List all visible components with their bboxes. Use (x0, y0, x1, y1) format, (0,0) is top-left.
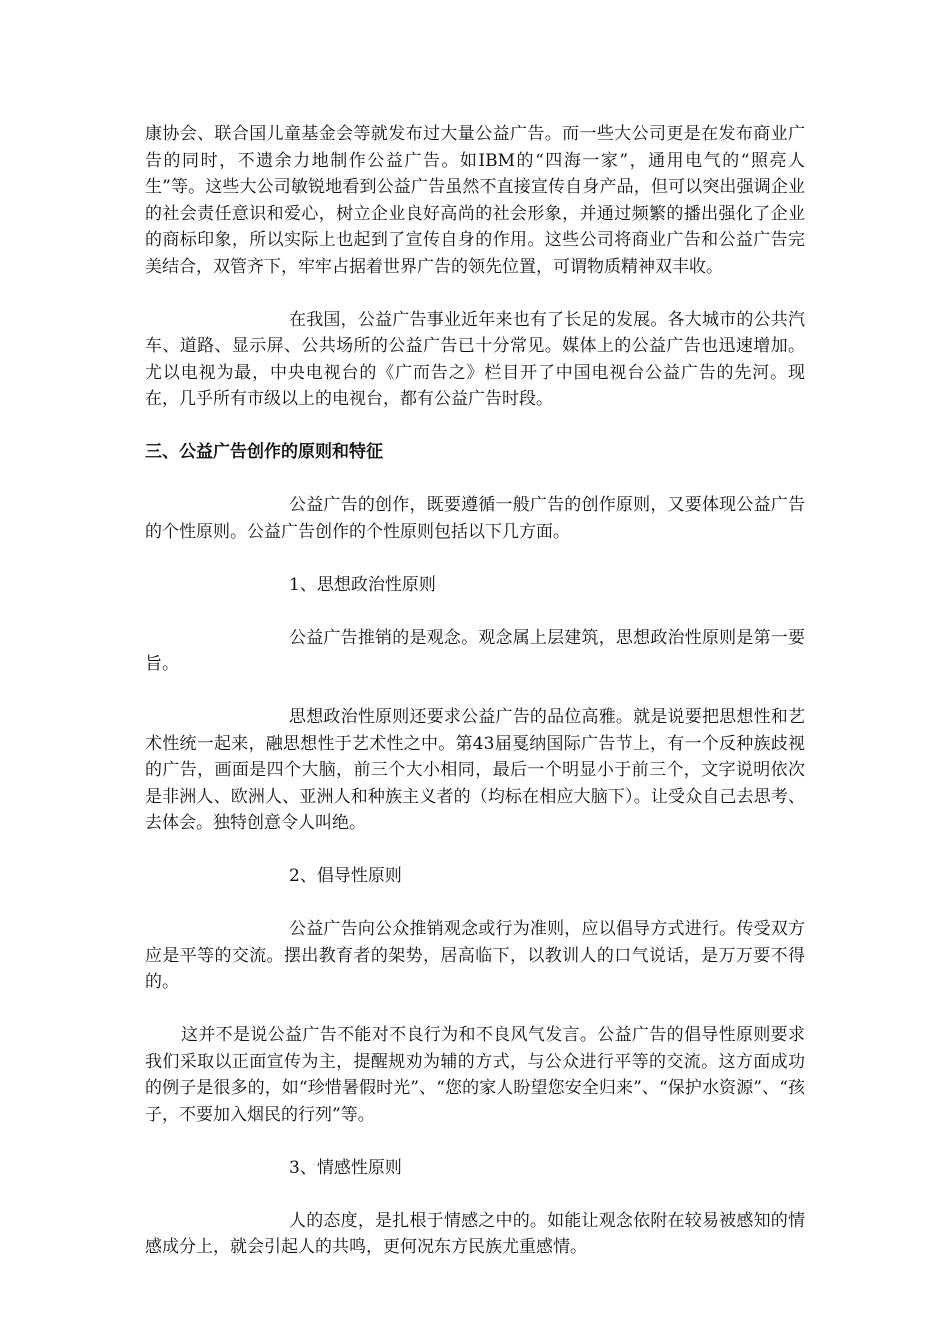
section-heading-3: 三、公益广告创作的原则和特征 (145, 442, 383, 462)
paragraph-5: 思想政治性原则还要求公益广告的品位高雅。就是说要把思想性和艺术性统一起来，融思想性于艺术性之中。第43届戛纳国际广告节上，有一个反种族歧视的广告，画面是四个大脑，前三个大小相同，最后一个明显小于前三个，文字说明依次是非洲人、欧洲人、亚洲人和种族主义者的（均标在相应大脑下）。让受众自己去思考、去体会。独特创意令人叫绝。 (145, 707, 805, 833)
paragraph-7: 这并不是说公益广告不能对不良行为和不良风气发言。公益广告的倡导性原则要求我们采取以正面宣传为主，提醒规劝为辅的方式，与公众进行平等的交流。这方面成功的例子是很多的，如“珍惜暑假时光”、“您的家人盼望您安全归来”、“保护水资源”、“孩子，不要加入烟民的行列”等。 (145, 1025, 805, 1125)
paragraph-1: 康协会、联合国儿童基金会等就发布过大量公益广告。而一些大公司更是在发布商业广告的同时，不遗余力地制作公益广告。如IBM的“四海一家”，通用电气的“照亮人生”等。这些大公司敏锐地看到公益广告虽然不直接宣传自身产品，但可以突出强调企业的社会责任意识和爱心，树立企业良好高尚的社会形象，并通过频繁的播出强化了企业的商标印象，所以实际上也起到了宣传自身的作用。这些公司将商业广告和公益广告完美结合，双管齐下，牢牢占据着世界广告的领先位置，可谓物质精神双丰收。 (145, 124, 805, 277)
document-body (145, 121, 805, 1287)
paragraph-4: 公益广告推销的是观念。观念属上层建筑，思想政治性原则是第一要旨。 (145, 627, 805, 674)
subheading-1: 1、思想政治性原则 (289, 574, 436, 595)
paragraph-3: 公益广告的创作，既要遵循一般广告的创作原则，又要体现公益广告的个性原则。公益广告创作的个性原则包括以下几方面。 (145, 495, 805, 542)
paragraph-6: 公益广告向公众推销观念或行为准则，应以倡导方式进行。传受双方应是平等的交流。摆出教育者的架势，居高临下，以教训人的口气说话，是万万要不得的。 (145, 919, 805, 992)
paragraph-8: 人的态度，是扎根于情感之中的。如能让观念依附在较易被感知的情感成分上，就会引起人的共鸣，更何况东方民族尤重感情。 (145, 1210, 805, 1257)
paragraph-2: 在我国，公益广告事业近年来也有了长足的发展。各大城市的公共汽车、道路、显示屏、公共场所的公益广告已十分常见。媒体上的公益广告也迅速增加。尤以电视为最，中央电视台的《广而告之》栏目开了中国电视台公益广告的先河。现在，几乎所有市级以上的电视台，都有公益广告时段。 (145, 309, 805, 409)
subheading-2: 2、倡导性原则 (289, 866, 402, 886)
subheading-3: 3、情感性原则 (289, 1157, 402, 1178)
